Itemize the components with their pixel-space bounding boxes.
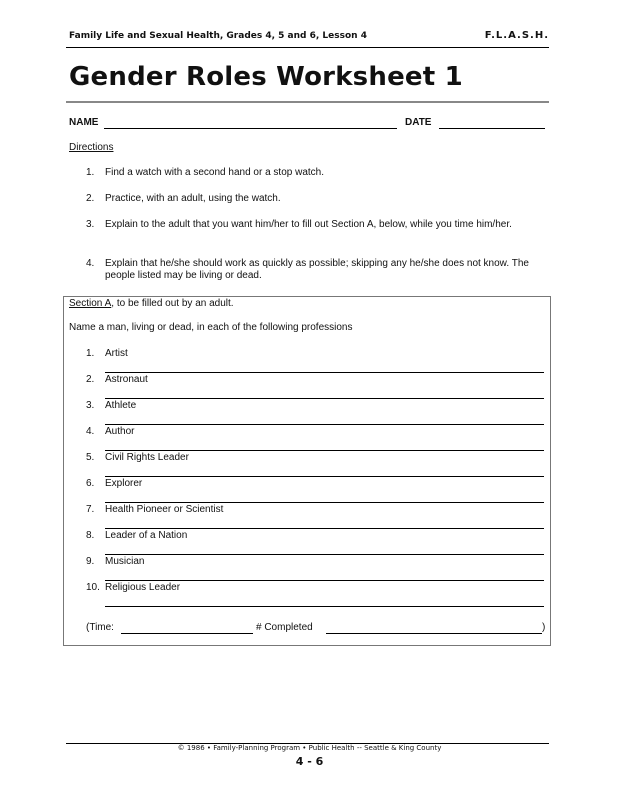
profession-number: 4.	[86, 426, 95, 437]
direction-text: Practice, with an adult, using the watch.	[105, 193, 281, 204]
name-label: NAME	[69, 117, 99, 128]
direction-text: Explain to the adult that you want him/her to fill out Section A, below, while you time him/her.	[105, 219, 512, 230]
profession-number: 6.	[86, 478, 95, 489]
profession-label: Civil Rights Leader	[105, 452, 189, 463]
profession-label: Astronaut	[105, 374, 148, 385]
name-field[interactable]	[104, 128, 397, 129]
profession-item	[86, 530, 187, 541]
direction-text: Explain that he/she should work as quickly as possible; skipping any he/she does not know. The people listed may be living or dead.	[105, 258, 529, 281]
header-rule	[66, 47, 549, 48]
time-field[interactable]	[121, 633, 253, 634]
profession-answer-line[interactable]	[105, 554, 544, 555]
profession-answer-line[interactable]	[105, 606, 544, 607]
section-a-title: Section A	[69, 298, 112, 309]
time-label: (Time:	[86, 622, 114, 633]
direction-number: 4.	[86, 258, 95, 269]
profession-label: Religious Leader	[105, 582, 181, 593]
profession-number: 5.	[86, 452, 95, 463]
profession-label: Artist	[105, 348, 128, 359]
profession-item	[86, 582, 180, 593]
profession-item	[86, 556, 144, 567]
section-a-subtitle: , to be filled out by an adult.	[111, 298, 234, 309]
title-rule	[66, 101, 549, 103]
page-title: Gender Roles Worksheet 1	[69, 62, 463, 92]
profession-number: 3.	[86, 400, 95, 411]
profession-label: Explorer	[105, 478, 143, 489]
direction-number: 3.	[86, 219, 95, 230]
profession-number: 2.	[86, 374, 95, 385]
profession-label: Athlete	[105, 400, 137, 411]
profession-answer-line[interactable]	[105, 424, 544, 425]
profession-answer-line[interactable]	[105, 450, 544, 451]
header-brand: F.L.A.S.H.	[484, 30, 549, 41]
date-label: DATE	[405, 117, 432, 128]
profession-answer-line[interactable]	[105, 476, 544, 477]
profession-answer-line[interactable]	[105, 528, 544, 529]
profession-answer-line[interactable]	[105, 502, 544, 503]
page-number: 4 - 6	[295, 755, 324, 768]
profession-number: 9.	[86, 556, 95, 567]
profession-number: 8.	[86, 530, 95, 541]
profession-label: Leader of a Nation	[105, 530, 188, 541]
footer-copyright: © 1986 • Family-Planning Program • Public Health -- Seattle & King County	[177, 744, 442, 752]
section-a-heading	[69, 298, 234, 309]
direction-text: Find a watch with a second hand or a stop watch.	[105, 167, 325, 178]
profession-item	[86, 426, 134, 437]
direction-number: 2.	[86, 193, 95, 204]
profession-item	[86, 374, 148, 385]
close-paren: )	[542, 622, 546, 633]
profession-answer-line[interactable]	[105, 580, 544, 581]
section-a-box	[63, 296, 551, 646]
profession-answer-line[interactable]	[105, 398, 544, 399]
profession-number: 7.	[86, 504, 95, 515]
section-a-instruction: Name a man, living or dead, in each of the following professions	[69, 322, 353, 333]
directions-heading: Directions	[69, 142, 114, 153]
profession-item	[86, 400, 136, 411]
direction-number: 1.	[86, 167, 95, 178]
profession-item	[86, 504, 223, 515]
profession-number: 1.	[86, 348, 95, 359]
profession-item	[86, 348, 128, 359]
completed-field[interactable]	[326, 633, 542, 634]
date-field[interactable]	[439, 128, 545, 129]
header-course: Family Life and Sexual Health, Grades 4, 5 and 6, Lesson 4	[69, 31, 367, 41]
profession-answer-line[interactable]	[105, 372, 544, 373]
profession-label: Author	[105, 426, 135, 437]
profession-item	[86, 478, 142, 489]
profession-number: 10.	[86, 582, 100, 593]
profession-label: Musician	[105, 556, 145, 567]
profession-label: Health Pioneer or Scientist	[105, 504, 224, 515]
completed-label: # Completed	[256, 622, 313, 633]
profession-item	[86, 452, 189, 463]
